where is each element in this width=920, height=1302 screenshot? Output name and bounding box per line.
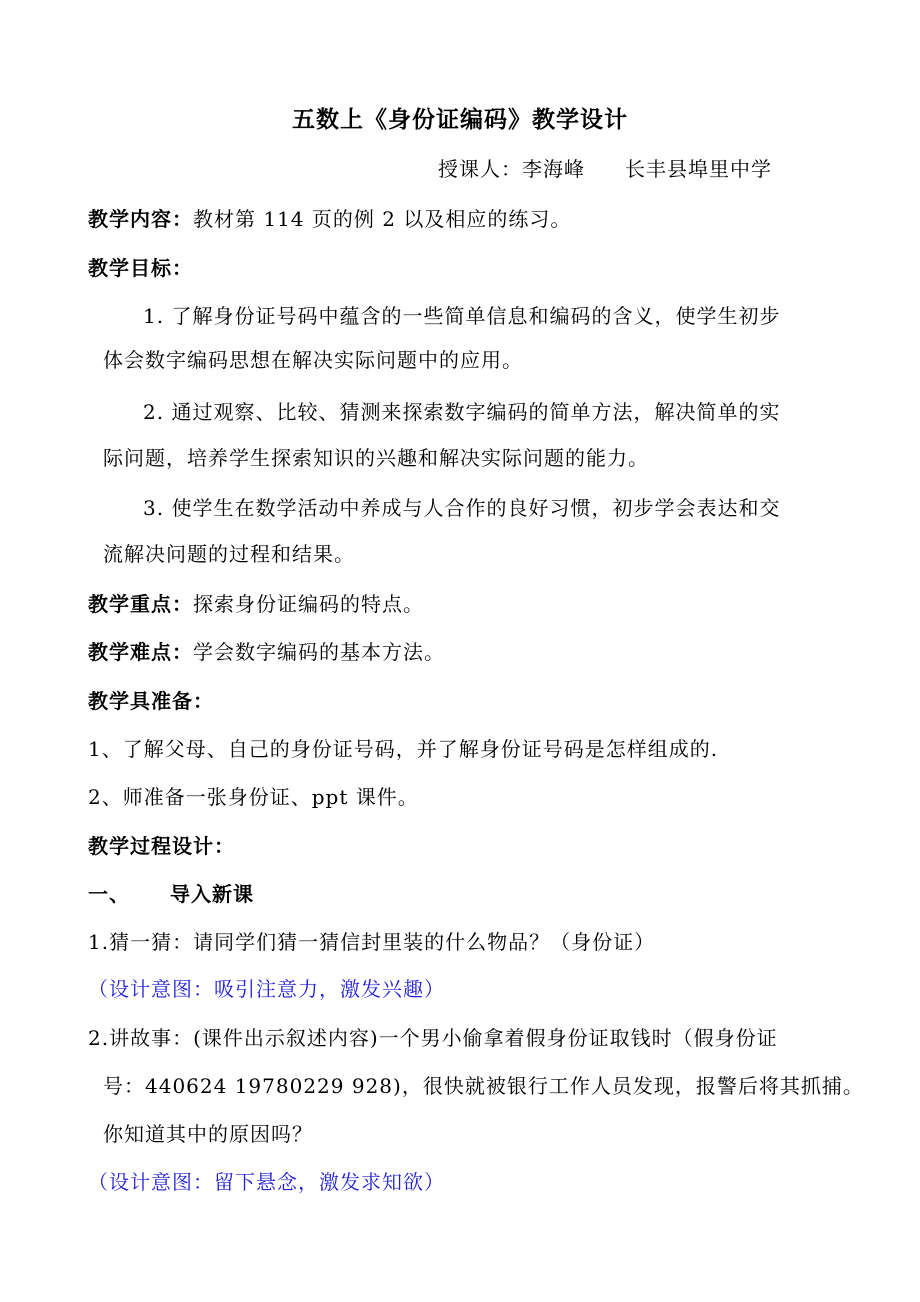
step-2-line-3: 你知道其中的原因吗？ — [103, 1122, 313, 1146]
section-1-heading — [88, 880, 254, 908]
author-label: 授课人：李海峰 — [438, 157, 585, 181]
author-line — [438, 155, 772, 183]
objective-3-line-1: 3. 使学生在数学活动中养成与人合作的良好习惯，初步学会表达和交 — [143, 496, 781, 520]
preparation-item-1: 1、了解父母、自己的身份证号码，并了解身份证号码是怎样组成的. — [88, 737, 719, 761]
process-label: 教学过程设计： — [88, 834, 235, 858]
step-2-line-2: 号：440624 19780229 928)，很快就被银行工作人员发现，报警后将其抓捕。 — [103, 1074, 864, 1098]
difficulty-row — [88, 638, 445, 666]
document-title: 五数上《身份证编码》教学设计 — [292, 107, 628, 133]
objective-1-line-2: 体会数字编码思想在解决实际问题中的应用。 — [103, 348, 523, 372]
step-2-line-1: 2.讲故事：(课件出示叙述内容)一个男小偷拿着假身份证取钱时（假身份证 — [88, 1026, 778, 1050]
objective-1-line-1: 1. 了解身份证号码中蕴含的一些简单信息和编码的含义，使学生初步 — [143, 304, 781, 328]
section-1-title: 导入新课 — [170, 882, 254, 906]
design-intent-2: （设计意图：留下悬念，激发求知欲） — [88, 1170, 445, 1194]
preparation-item-2: 2、师准备一张身份证、ppt 课件。 — [88, 785, 419, 809]
preparation-label: 教学具准备： — [88, 689, 214, 713]
objectives-label: 教学目标： — [88, 256, 193, 280]
objective-3-line-2: 流解决问题的过程和结果。 — [103, 542, 355, 566]
difficulty-text: 学会数字编码的基本方法。 — [193, 640, 445, 664]
key-point-row — [88, 590, 424, 618]
step-1: 1.猜一猜：请同学们猜一猜信封里装的什么物品？（身份证） — [88, 930, 656, 954]
difficulty-label: 教学难点： — [88, 640, 193, 664]
key-point-label: 教学重点： — [88, 592, 193, 616]
content-text: 教材第 114 页的例 2 以及相应的练习。 — [193, 207, 572, 231]
design-intent-1: （设计意图：吸引注意力，激发兴趣） — [88, 977, 445, 1001]
school-name: 长丰县埠里中学 — [625, 157, 772, 181]
objective-2-line-2: 际问题，培养学生探索知识的兴趣和解决实际问题的能力。 — [103, 446, 649, 470]
key-point-text: 探索身份证编码的特点。 — [193, 592, 424, 616]
content-label: 教学内容： — [88, 207, 193, 231]
objective-2-line-1: 2. 通过观察、比较、猜测来探索数字编码的简单方法，解决简单的实 — [143, 400, 781, 424]
section-1-number: 一、 — [88, 882, 130, 906]
content-row — [88, 205, 571, 233]
